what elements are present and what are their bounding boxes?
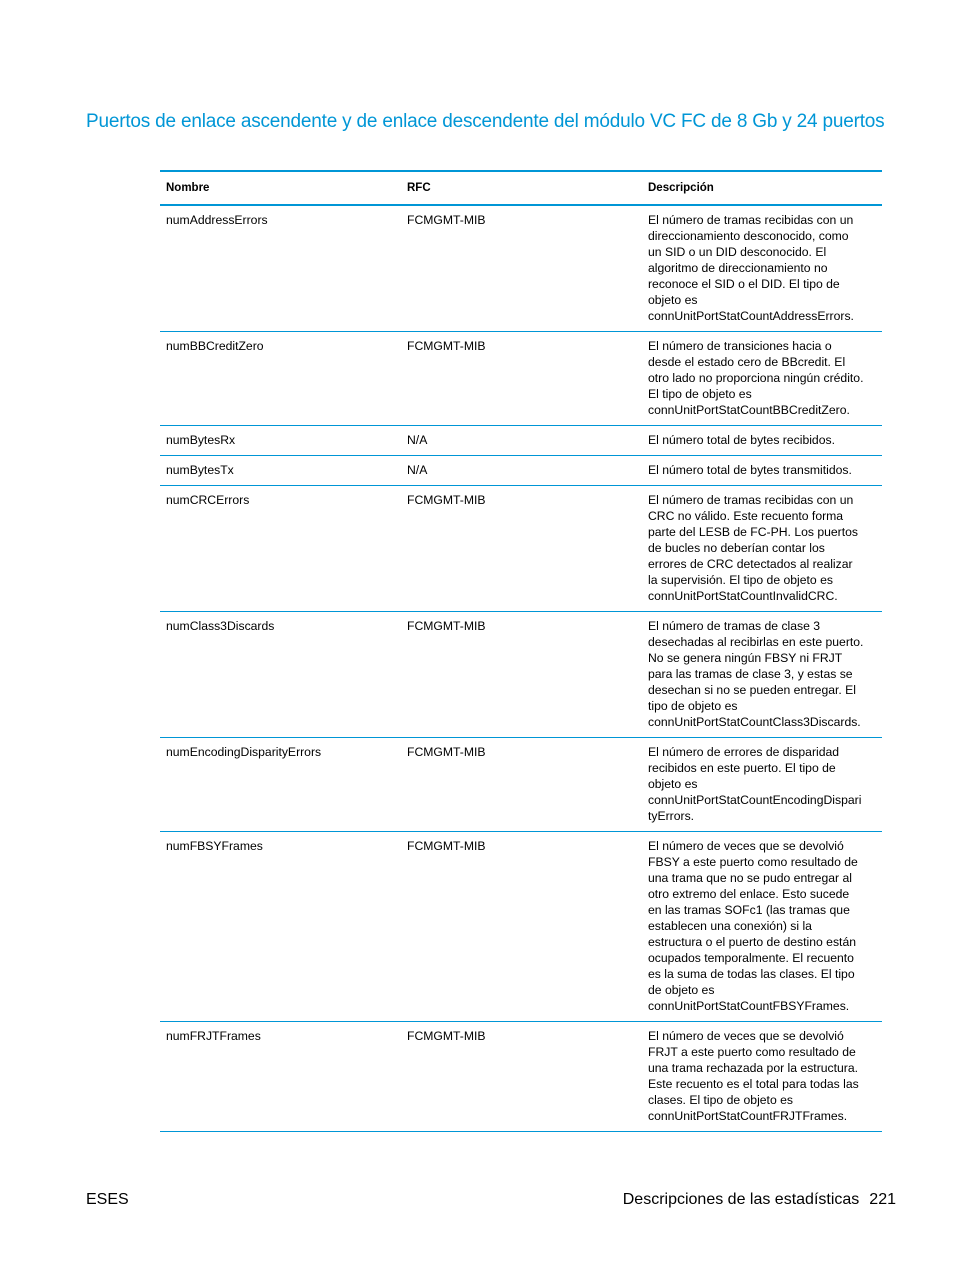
cell-description: El número total de bytes transmitidos.: [642, 456, 882, 486]
table-row: [160, 486, 882, 612]
column-header-description: Descripción: [642, 171, 882, 205]
table-row: [160, 332, 882, 426]
statistics-table: [160, 170, 882, 1132]
cell-name: numFBSYFrames: [160, 832, 401, 1022]
page-number: 221: [869, 1191, 896, 1208]
cell-name: numClass3Discards: [160, 612, 401, 738]
table-row: [160, 1022, 882, 1132]
cell-name: numBytesTx: [160, 456, 401, 486]
cell-name: numFRJTFrames: [160, 1022, 401, 1132]
cell-rfc: FCMGMT-MIB: [401, 486, 642, 612]
cell-rfc: FCMGMT-MIB: [401, 612, 642, 738]
column-header-rfc: RFC: [401, 171, 642, 205]
footer-section-title: Descripciones de las estadísticas: [622, 1191, 860, 1208]
cell-name: numBBCreditZero: [160, 332, 401, 426]
cell-description: El número de errores de disparidad recibidos en este puerto. El tipo de objeto es connUnitPortStatCountEncodingDispari tyErrors.: [642, 738, 882, 832]
cell-name: numAddressErrors: [160, 205, 401, 332]
cell-name: numBytesRx: [160, 426, 401, 456]
cell-rfc: N/A: [401, 456, 642, 486]
cell-name: numEncodingDisparityErrors: [160, 738, 401, 832]
table-row: [160, 832, 882, 1022]
table-row: [160, 612, 882, 738]
table-row: [160, 456, 882, 486]
table-row: [160, 738, 882, 832]
table-row: [160, 426, 882, 456]
cell-rfc: FCMGMT-MIB: [401, 332, 642, 426]
cell-description: El número total de bytes recibidos.: [642, 426, 882, 456]
cell-description: El número de tramas de clase 3 desechadas al recibirlas en este puerto. No se genera ningún FBSY ni FRJT para las tramas de clase 3, y estas se desechan si no se pueden entregar. El tipo de objeto es connUnitPortStatCountClass3Discards.: [642, 612, 882, 738]
table-row: [160, 205, 882, 332]
cell-description: El número de tramas recibidas con un direccionamiento desconocido, como un SID o un DID desconocido. El algoritmo de direccionamiento no reconoce el SID o el DID. El tipo de objeto es connUnitPortStatCountAddressErrors.: [642, 205, 882, 332]
footer-section: [623, 1191, 896, 1209]
cell-rfc: FCMGMT-MIB: [401, 1022, 642, 1132]
cell-name: numCRCErrors: [160, 486, 401, 612]
column-header-name: Nombre: [160, 171, 401, 205]
table-header-row: [160, 171, 882, 205]
cell-description: El número de transiciones hacia o desde el estado cero de BBcredit. El otro lado no proporciona ningún crédito. El tipo de objeto es connUnitPortStatCountBBCreditZero.: [642, 332, 882, 426]
cell-rfc: FCMGMT-MIB: [401, 738, 642, 832]
cell-rfc: FCMGMT-MIB: [401, 832, 642, 1022]
cell-description: El número de veces que se devolvió FBSY a este puerto como resultado de una trama que no se pudo entregar al otro extremo del enlace. Esto sucede en las tramas SOFc1 (las tramas que establecen una conexión) si la estructura o el puerto de destino están ocupados temporalmente. El recuento es la suma de todas las clases. El tipo de objeto es connUnitPortStatCountFBSYFrames.: [642, 832, 882, 1022]
cell-rfc: FCMGMT-MIB: [401, 205, 642, 332]
cell-description: El número de tramas recibidas con un CRC no válido. Este recuento forma parte del LESB de FC-PH. Los puertos de bucles no deberían contar los errores de CRC detectados al realizar la supervisión. El tipo de objeto es connUnitPortStatCountInvalidCRC.: [642, 486, 882, 612]
cell-description: El número de veces que se devolvió FRJT a este puerto como resultado de una trama rechazada por la estructura. Este recuento es el total para todas las clases. El tipo de objeto es connUnitPortStatCountFRJTFrames.: [642, 1022, 882, 1132]
cell-rfc: N/A: [401, 426, 642, 456]
page-heading: Puertos de enlace ascendente y de enlace descendente del módulo VC FC de 8 Gb y 24 puertos: [86, 111, 885, 132]
footer-locale-code: ESES: [86, 1191, 129, 1208]
